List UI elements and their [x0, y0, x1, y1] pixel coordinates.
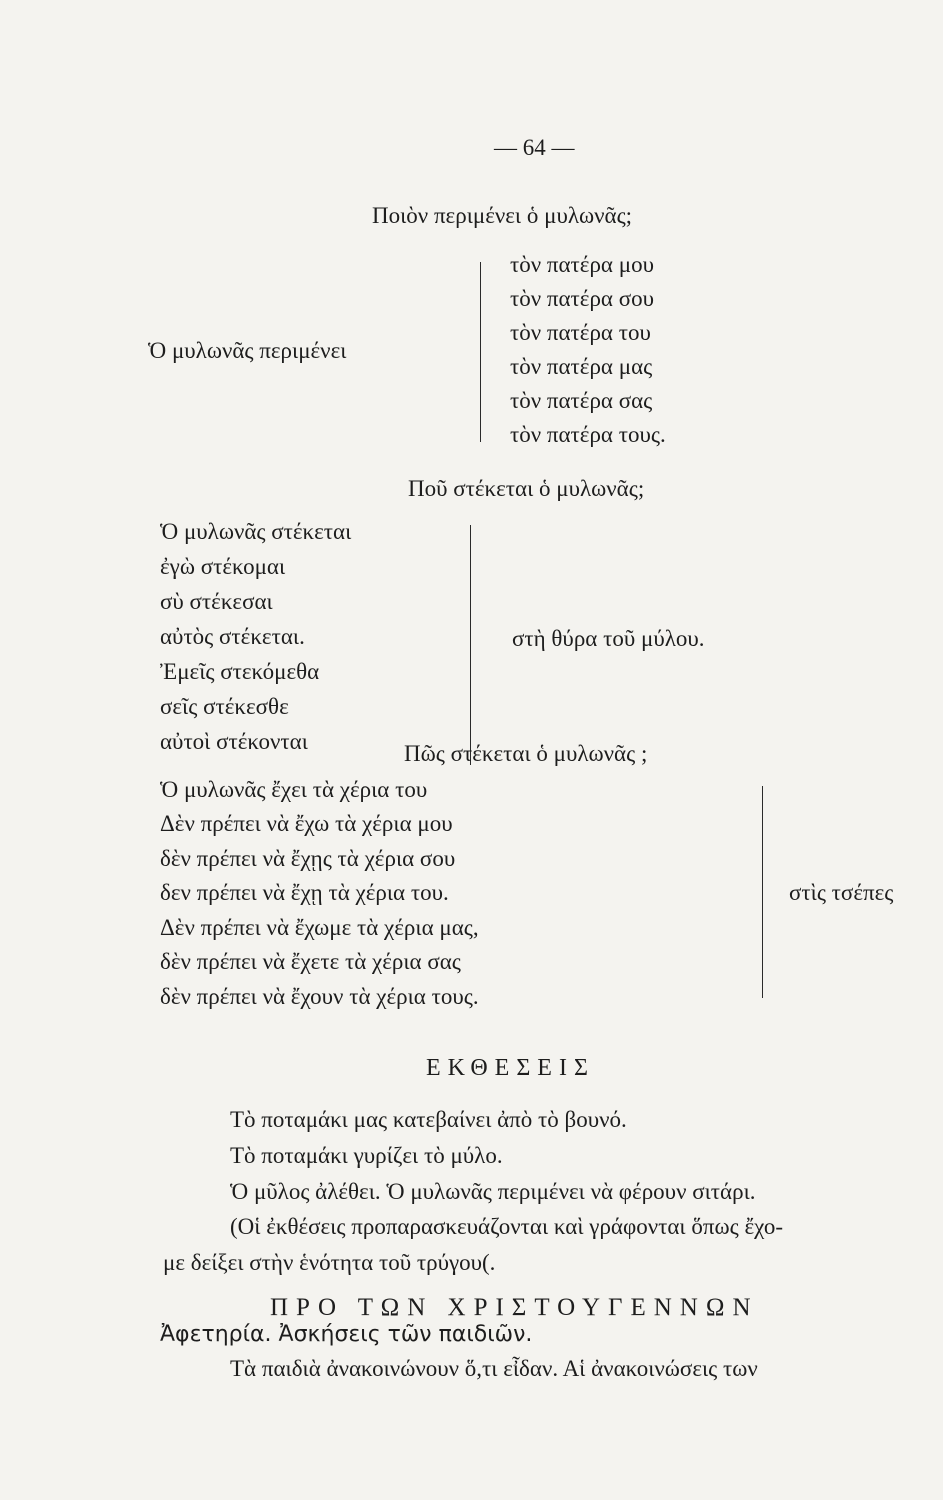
composition-line: (Οἱ ἐκθέσεις προπαρασκευάζονται καὶ γράφονται ὅπως ἔχο- — [230, 1214, 783, 1239]
verb-form: ἐγὼ στέκομαι — [160, 554, 286, 579]
hands-line: Ὁ μυλωνᾶς ἔχει τὰ χέρια του — [160, 777, 428, 802]
composition-line: με δείξει στὴν ἑνότητα τοῦ τρύγου(. — [163, 1250, 496, 1275]
verb-form: σεῖς στέκεσθε — [160, 694, 289, 719]
question-how: Πῶς στέκεται ὁ μυλωνᾶς ; — [404, 741, 648, 766]
hands-line: δὲν πρέπει νὰ ἔχετε τὰ χέρια σας — [160, 949, 461, 974]
hands-line: Δὲν πρέπει νὰ ἔχωμε τὰ χέρια μας, — [160, 915, 479, 940]
question-whom: Ποιὸν περιμένει ὁ μυλωνᾶς; — [372, 203, 633, 228]
question-where: Ποῦ στέκεται ὁ μυλωνᾶς; — [408, 476, 645, 501]
object-line: τὸν πατέρα μου — [510, 252, 654, 277]
object-line: τὸν πατέρα του — [510, 320, 651, 345]
brace — [758, 786, 763, 998]
composition-line: Τὸ ποταμάκι μας κατεβαίνει ἀπὸ τὸ βουνό. — [230, 1107, 627, 1132]
hands-line: δεν πρέπει νὰ ἔχῃ τὰ χέρια του. — [160, 880, 449, 905]
object-line: τὸν πατέρα μας — [510, 354, 653, 379]
object-line: τὸν πατέρα τους. — [510, 422, 666, 447]
composition-line: Τὸ ποταμάκι γυρίζει τὸ μύλο. — [230, 1143, 503, 1168]
body-line: Τὰ παιδιὰ ἀνακοινώνουν ὅ,τι εἶδαν. Αἱ ἀνακοινώσεις των — [230, 1356, 758, 1381]
object-line: τὸν πατέρα σου — [510, 286, 655, 311]
object-line: τὸν πατέρα σας — [510, 388, 653, 413]
hands-line: Δὲν πρέπει νὰ ἔχω τὰ χέρια μου — [160, 811, 453, 836]
brace — [470, 525, 471, 765]
verb-form: αὐτὸς στέκεται. — [160, 624, 305, 649]
subheading: Ἀφετηρία. Ἀσκήσεις τῶν παιδιῶν. — [160, 1322, 533, 1347]
page-number: — 64 — — [494, 135, 575, 160]
hands-line: δὲν πρέπει νὰ ἔχουν τὰ χέρια τους. — [160, 984, 479, 1009]
composition-line: Ὁ μῦλος ἀλέθει. Ὁ μυλωνᾶς περιμένει νὰ φέρουν σιτάρι. — [230, 1179, 756, 1204]
verb-form: Ὁ μυλωνᾶς στέκεται — [160, 519, 352, 544]
subject-waits: Ὁ μυλωνᾶς περιμένει — [148, 338, 347, 363]
section-heading: ΕΚΘΕΣΕΙΣ — [426, 1055, 595, 1081]
section-heading: ΠΡΟ ΤΩΝ ΧΡΙΣΤΟΥΓΕΝΝΩΝ — [270, 1294, 759, 1321]
bleed-through-text — [610, 198, 910, 1198]
verb-form: Ἐμεῖς στεκόμεθα — [160, 659, 320, 684]
place-mill-door: στὴ θύρα τοῦ μύλου. — [512, 626, 705, 651]
verb-form: αὐτοὶ στέκονται — [160, 729, 308, 754]
place-pockets: στὶς τσέπες — [789, 880, 894, 905]
brace — [480, 262, 481, 442]
verb-form: σὺ στέκεσαι — [160, 589, 273, 614]
hands-line: δὲν πρέπει νὰ ἔχῃς τὰ χέρια σου — [160, 846, 456, 871]
